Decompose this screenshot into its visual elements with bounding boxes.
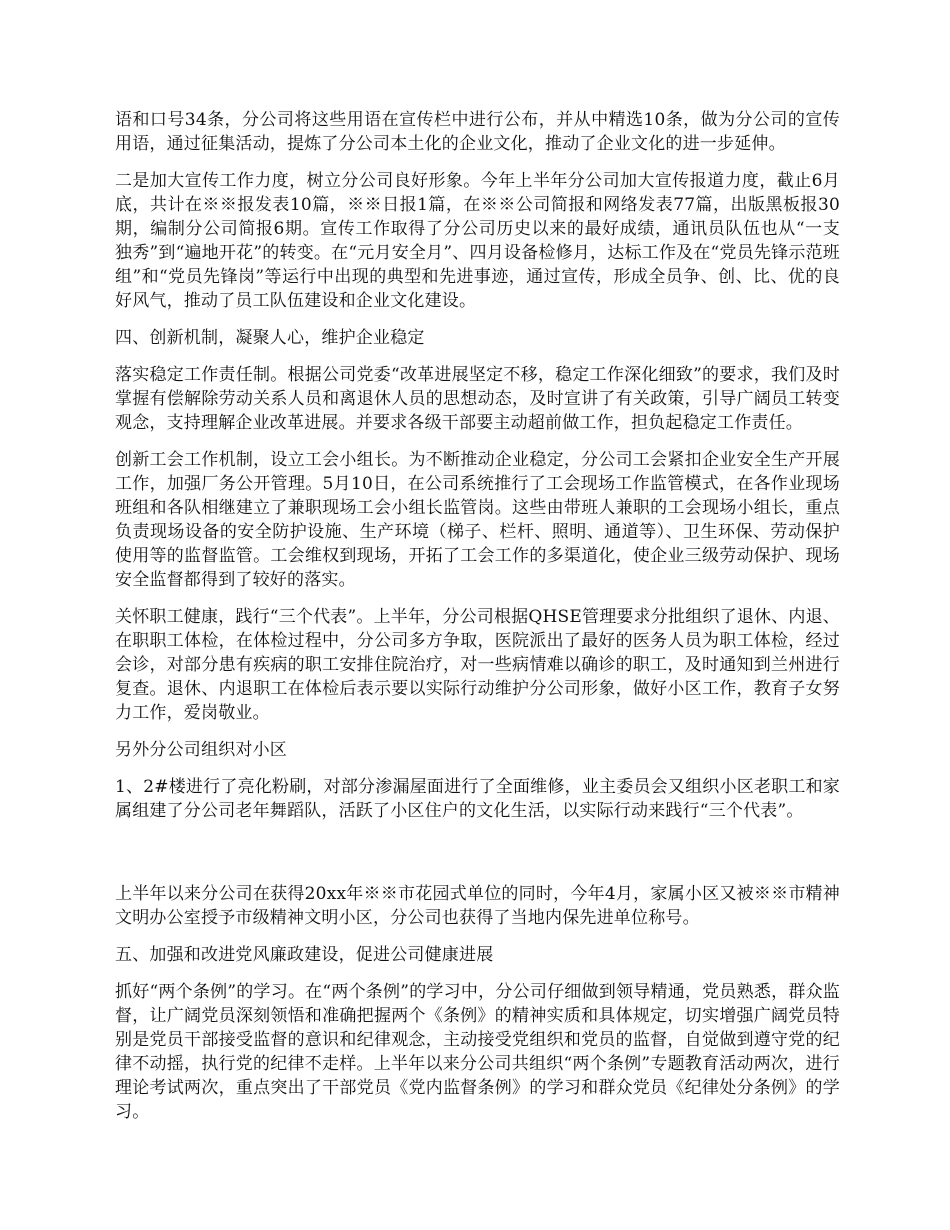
paragraph: 另外分公司组织对小区 <box>115 740 287 760</box>
paragraph: 关怀职工健康，践行“三个代表”。上半年，分公司根据QHSE管理要求分批组织了退休、内退、在职职工体检，在体检过程中，分公司多方争取，医院派出了最好的医务人员为职工体检，经过会诊，对部分患有疾病的职工安排住院治疗，对一些病情难以确诊的职工，及时通知到兰州进行复查。退休、内退职工在体检后表示要以实际行动维护分公司形象，做好小区工作，教育子女努力工作，爱岗敬业。 <box>115 607 840 723</box>
blank-gap <box>115 836 840 882</box>
paragraph: 语和口号34条，分公司将这些用语在宣传栏中进行公布，并从中精选10条，做为分公司的宣传用语，通过征集活动，提炼了分公司本土化的企业文化，推动了企业文化的进一步延伸。 <box>115 110 840 154</box>
paragraph: 落实稳定工作责任制。根据公司党委“改革进展坚定不移，稳定工作深化细致”的要求，我们及时掌握有偿解除劳动关系人员和离退休人员的思想动态，及时宣讲了有关政策，引导广阔员工转变观念，支持理解企业改革进展。并要求各级干部要主动超前做工作，担负起稳定工作责任。 <box>115 365 840 433</box>
section-heading: 四、创新机制，凝聚人心，维护企业稳定 <box>115 328 425 348</box>
paragraph: 1、2#楼进行了亮化粉刷，对部分渗漏屋面进行了全面维修，业主委员会又组织小区老职工和家属组建了分公司老年舞蹈队，活跃了小区住户的文化生活，以实际行动来践行“三个代表”。 <box>115 777 840 821</box>
paragraph: 上半年以来分公司在获得20xx年※※市花园式单位的同时，今年4月，家属小区又被※※市精神文明办公室授予市级精神文明小区，分公司也获得了当地内保先进单位称号。 <box>115 884 840 928</box>
paragraph: 创新工会工作机制，设立工会小组长。为不断推动企业稳定，分公司工会紧扣企业安全生产开展工作，加强厂务公开管理。5月10日，在公司系统推行了工会现场工作监管模式，在各作业现场班组和各队相继建立了兼职现场工会小组长监管岗。这些由带班人兼职的工会现场小组长，重点负责现场设备的安全防护设施、生产环境（梯子、栏杆、照明、通道等）、卫生环保、劳动保护使用等的监督监管。工会维权到现场，开拓了工会工作的多渠道化，使企业三级劳动保护、现场安全监督都得到了较好的落实。 <box>115 450 840 590</box>
document-page <box>115 108 840 1137</box>
paragraph: 抓好“两个条例”的学习。在“两个条例”的学习中，分公司仔细做到领导精通，党员熟悉，群众监督，让广阔党员深刻领悟和准确把握两个《条例》的精神实质和具体规定，切实增强广阔党员特别是党员干部接受监督的意识和纪律观念，主动接受党组织和党员的监督，自觉做到遵守党的纪律不动摇，执行党的纪律不走样。上半年以来分公司共组织“两个条例”专题教育活动两次，进行理论考试两次，重点突出了干部党员《党内监督条例》的学习和群众党员《纪律处分条例》的学习。 <box>115 982 840 1122</box>
section-heading: 五、加强和改进党风廉政建设，促进公司健康进展 <box>115 945 494 965</box>
paragraph: 二是加大宣传工作力度，树立分公司良好形象。今年上半年分公司加大宣传报道力度，截止6月底，共计在※※报发表10篇，※※日报1篇，在※※公司简报和网络发表77篇，出版黑板报30期，编制分公司简报6期。宣传工作取得了分公司历史以来的最好成绩，通讯员队伍也从“一支独秀”到“遍地开花”的转变。在“元月安全月”、四月设备检修月，达标工作及在“党员先锋示范班组”和“党员先锋岗”等运行中出现的典型和先进事迹，通过宣传，形成全员争、创、比、优的良好风气，推动了员工队伍建设和企业文化建设。 <box>115 171 840 311</box>
